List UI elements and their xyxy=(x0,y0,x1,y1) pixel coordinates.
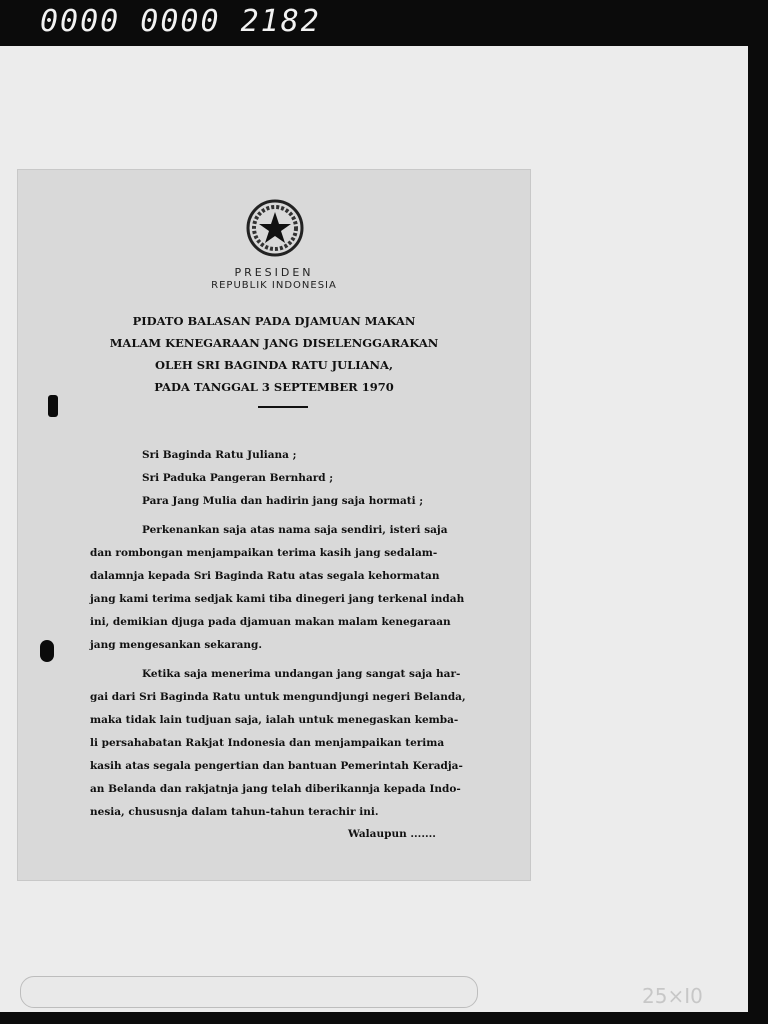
letterhead-republik: REPUBLIK INDONESIA xyxy=(211,280,337,291)
salutation-line: Sri Baginda Ratu Juliana ; xyxy=(142,449,297,461)
speech-body xyxy=(90,444,506,824)
punch-hole-mark xyxy=(48,395,58,417)
title-divider xyxy=(258,406,308,408)
reduction-ratio: 25×I0 xyxy=(642,984,703,1008)
film-slot xyxy=(20,976,478,1008)
paragraph-line: maka tidak lain tudjuan saja, ialah untuk menegaskan kemba- xyxy=(90,714,459,726)
title-line: MALAM KENEGARAAN JANG DISELENGGARAKAN xyxy=(109,336,439,350)
salutation-line: Sri Paduka Pangeran Bernhard ; xyxy=(142,472,334,484)
paragraph-line: an Belanda dan rakjatnja jang telah diberikannja kepada Indo- xyxy=(90,783,461,795)
paragraph-line: ini, demikian djuga pada djamuan makan malam kenegaraan xyxy=(90,616,451,628)
paragraph-line: nesia, chususnja dalam tahun-tahun terachir ini. xyxy=(90,806,379,818)
paragraph-line: gai dari Sri Baginda Ratu untuk mengundjungi negeri Belanda, xyxy=(90,691,466,703)
punch-hole-mark xyxy=(40,640,54,662)
paragraph-line: li persahabatan Rakjat Indonesia dan menjampaikan terima xyxy=(90,737,445,749)
star-wreath-emblem-icon xyxy=(246,199,304,257)
title-line: OLEH SRI BAGINDA RATU JULIANA, xyxy=(155,358,393,372)
paragraph-line: dan rombongan menjampaikan terima kasih jang sedalam- xyxy=(90,547,438,559)
letterhead-presiden: PRESIDEN xyxy=(234,266,314,279)
catchword-continuation: Walaupun ....... xyxy=(348,828,436,840)
paragraph-line: Perkenankan saja atas nama saja sendiri, isteri saja xyxy=(142,524,448,536)
paragraph-1 xyxy=(90,519,506,657)
frame-edge xyxy=(748,46,768,1024)
paragraph-line: jang mengesankan sekarang. xyxy=(90,639,263,651)
paragraph-line: jang kami terima sedjak kami tiba dinegeri jang terkenal indah xyxy=(90,593,465,605)
paragraph-line: kasih atas segala pengertian dan bantuan Pemerintah Keradja- xyxy=(90,760,463,772)
frame-bottom-strip xyxy=(0,1012,768,1024)
document-page xyxy=(18,170,530,880)
film-frame-number: 0000 0000 2182 xyxy=(40,4,321,39)
speech-title xyxy=(88,310,460,398)
paragraph-2 xyxy=(90,663,506,824)
paragraph-line: dalamnja kepada Sri Baginda Ratu atas segala kehormatan xyxy=(90,570,440,582)
title-line: PADA TANGGAL 3 SEPTEMBER 1970 xyxy=(154,380,394,394)
paragraph-line: Ketika saja menerima undangan jang sangat saja har- xyxy=(142,668,461,680)
salutation-line: Para Jang Mulia dan hadirin jang saja hormati ; xyxy=(142,495,424,507)
title-line: PIDATO BALASAN PADA DJAMUAN MAKAN xyxy=(132,314,416,328)
